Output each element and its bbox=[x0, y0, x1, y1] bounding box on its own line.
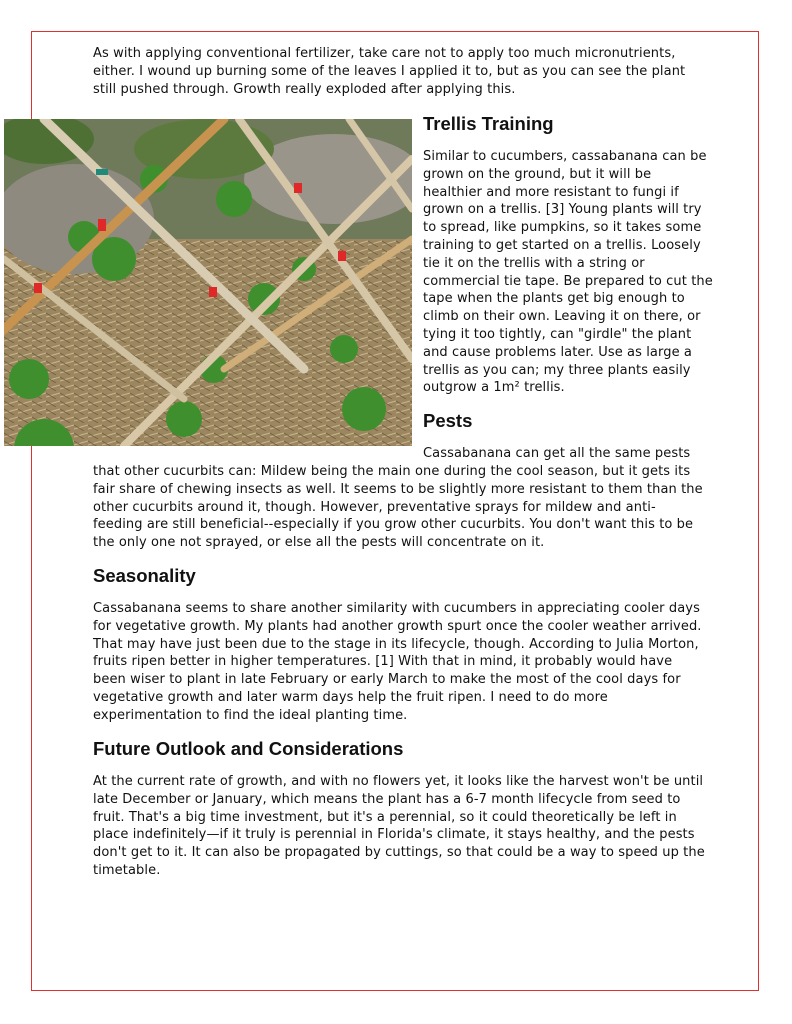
heading-trellis-training: Trellis Training bbox=[423, 113, 554, 134]
heading-pests: Pests bbox=[423, 410, 473, 431]
trellis-photo bbox=[4, 119, 412, 446]
pests-lead: Cassabanana can get all the same pests bbox=[423, 446, 691, 461]
trellis-paragraph: Similar to cucumbers, cassabanana can be grown on the ground, but it will be healthier and more resistant to fungi if grown on a trellis. [3] Young plants will try to spread, like pumpkins, so it takes some training to get started on a trellis. Loosely tie it on the trellis with a string or commercial tie tape. Be prepared to cut the tape when the plants get big enough to climb on their own. Leaving it on there, or tying it too tightly, can "girdle" the plant and cause problems later. Use as large a trellis as you can; my three plants easily outgrow a 1m² trellis. bbox=[423, 149, 713, 396]
heading-seasonality: Seasonality bbox=[93, 565, 196, 586]
trellis-photo-drawing bbox=[4, 119, 412, 446]
green-tie bbox=[96, 169, 108, 175]
intro-paragraph: As with applying conventional fertilizer, take care not to apply too much micronutrients, either. I wound up burning some of the leaves I applied it to, but as you can see the plant still pushed through. Growth really exploded after applying this. bbox=[93, 46, 686, 97]
pests-paragraph: that other cucurbits can: Mildew being the main one during the cool season, but it gets its fair share of chewing insects as well. It seems to be slightly more resistant to them than the other cucurbits around it, though. However, preventative sprays for mildew and anti-feeding are still beneficial--especially if you grow other cucurbits. You don't want this to be the only one not sprayed, or else all the pests will concentrate on it. bbox=[93, 464, 703, 551]
seasonality-paragraph: Cassabanana seems to share another similarity with cucumbers in appreciating cooler days for vegetative growth. My plants had another growth spurt once the cooler weather arrived. That may have just been due to the stage in its lifecycle, though. According to Julia Morton, fruits ripen better in higher temperatures. [1] With that in mind, it probably would have been wiser to plant in late February or early March to make the most of the cool days for vegetative growth and later warm days help the fruit ripen. I need to do more experimentation to find the ideal planting time. bbox=[93, 601, 702, 723]
heading-future-outlook: Future Outlook and Considerations bbox=[93, 738, 404, 759]
outlook-paragraph: At the current rate of growth, and with no flowers yet, it looks like the harvest won't be until late December or January, which means the plant has a 6-7 month lifecycle from seed to fruit. That's a big time investment, but it's a perennial, so it could theoretically be left in place indefinitely—if it truly is perennial in Florida's climate, it stays healthy, and the pests don't get to it. It can also be propagated by cuttings, so that could be a way to speed up the timetable. bbox=[93, 774, 705, 878]
